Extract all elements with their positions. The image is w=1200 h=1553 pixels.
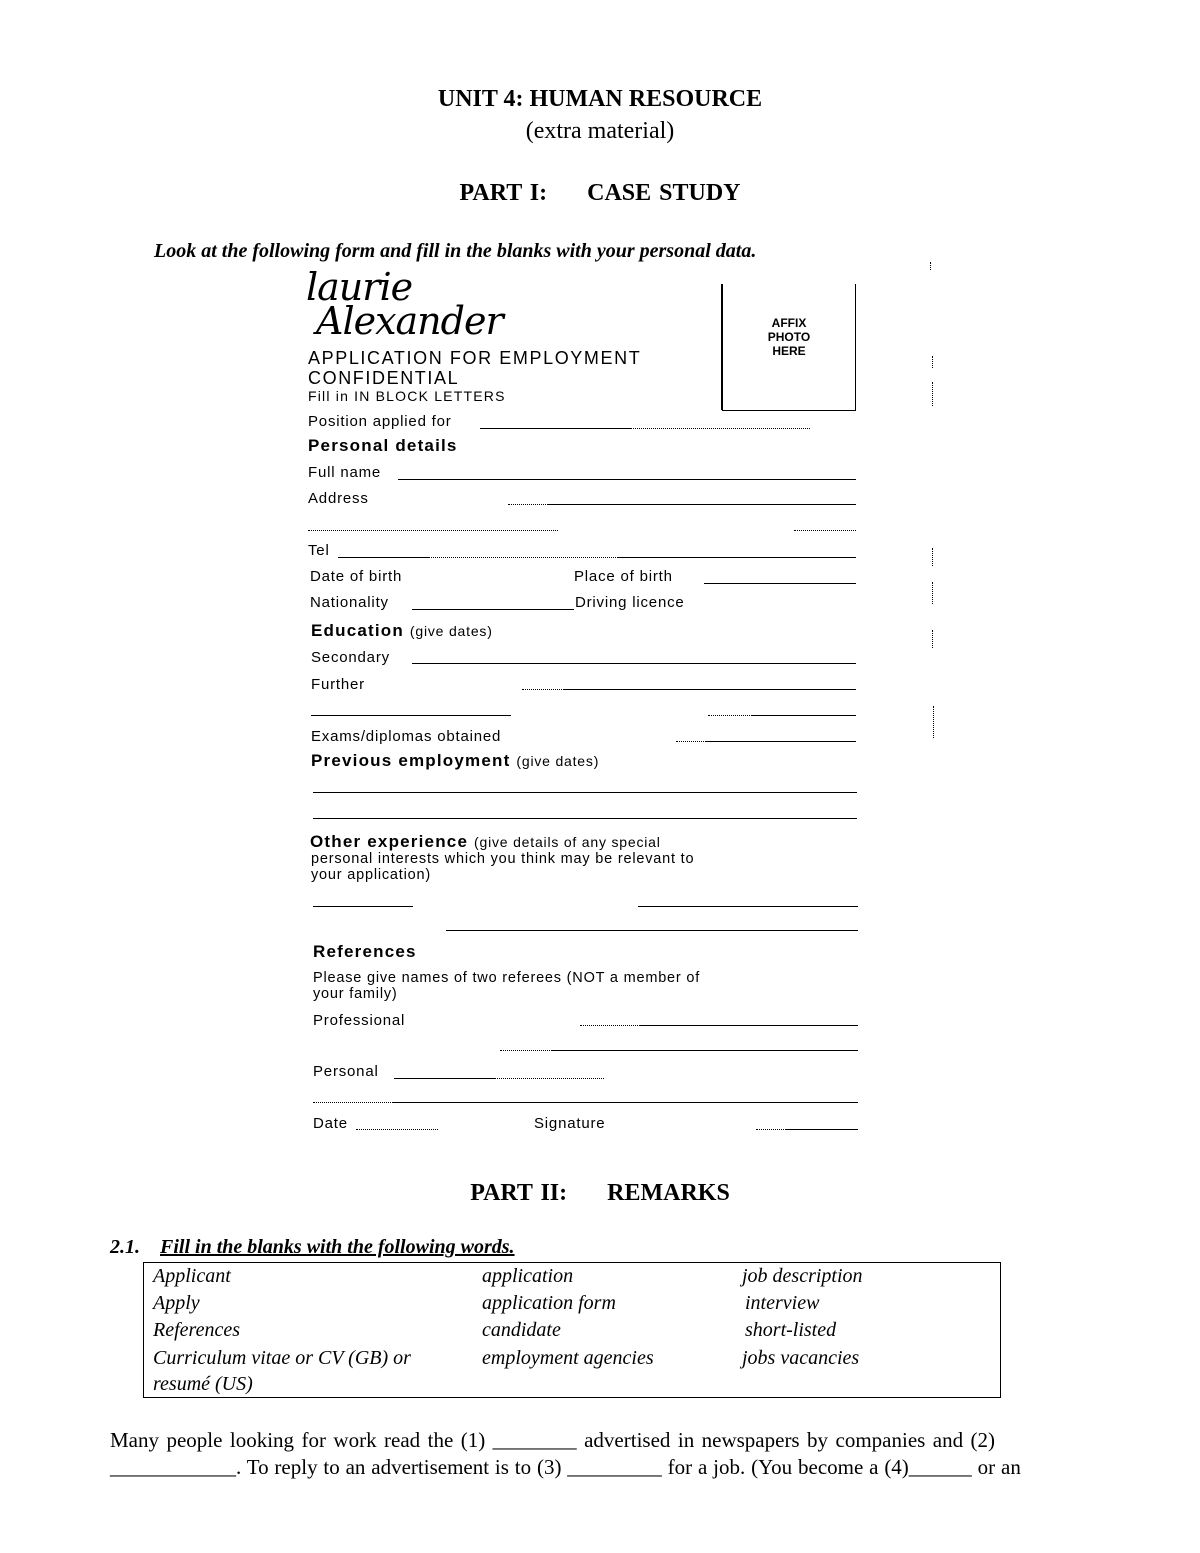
exercise-2-1-heading	[110, 1236, 515, 1259]
other-experience-line-2[interactable]	[446, 930, 858, 931]
education-note: (give dates)	[409, 623, 493, 639]
part1-name: CASE STUDY	[587, 180, 741, 206]
exercise-instruction: Fill in the blanks with the following words.	[160, 1236, 515, 1258]
references-note-2: your family)	[313, 986, 398, 1002]
further-dots	[522, 689, 564, 690]
position-line[interactable]	[480, 428, 630, 429]
signature-dots	[756, 1129, 786, 1130]
instruction-text: Look at the following form and fill in the blanks with your personal data.	[154, 240, 757, 262]
scan-mark	[932, 630, 934, 648]
further-line-2-dots	[708, 715, 752, 716]
professional-line-2[interactable]	[552, 1050, 858, 1051]
other-experience-line-1-end	[638, 906, 858, 907]
word-item: References	[153, 1319, 240, 1341]
place-of-birth-line[interactable]	[704, 583, 856, 584]
scan-mark	[932, 356, 934, 368]
photo-label-photo: PHOTO	[767, 330, 811, 344]
document-subtitle: (extra material)	[525, 118, 675, 144]
other-experience-line-1[interactable]	[313, 906, 413, 907]
address-line[interactable]	[548, 504, 856, 505]
other-experience-note-2: personal interests which you think may be relevant to	[311, 851, 695, 867]
part2-label: PART II:	[470, 1180, 568, 1206]
exercise-number: 2.1.	[110, 1236, 140, 1258]
references-note-1: Please give names of two referees (NOT a member of	[313, 970, 701, 986]
scan-mark	[932, 548, 934, 566]
scan-mark	[932, 582, 934, 604]
education-heading	[311, 621, 493, 641]
word-item: job description	[742, 1265, 863, 1287]
word-item: candidate	[482, 1319, 561, 1341]
exams-line[interactable]	[706, 741, 856, 742]
references-heading: References	[313, 942, 417, 961]
date-line[interactable]	[356, 1129, 438, 1130]
part1-label: PART I:	[459, 180, 548, 206]
further-line[interactable]	[564, 689, 856, 690]
word-item: Applicant	[153, 1265, 231, 1287]
previous-employment-note: (give dates)	[516, 753, 600, 769]
address-line-2-end	[794, 530, 856, 531]
part2-name: REMARKS	[607, 1180, 730, 1206]
word-item: application	[482, 1265, 574, 1287]
exams-label: Exams/diplomas obtained	[311, 728, 502, 745]
form-heading: APPLICATION FOR EMPLOYMENT	[308, 348, 642, 368]
previous-employment-line-2[interactable]	[313, 818, 857, 819]
full-name-label: Full name	[308, 464, 382, 481]
personal-dots	[494, 1078, 604, 1079]
previous-employment-heading	[311, 751, 599, 771]
place-of-birth-label: Place of birth	[574, 568, 673, 585]
form-confidential: CONFIDENTIAL	[308, 368, 460, 388]
word-item: Apply	[153, 1292, 200, 1314]
photo-box-label	[722, 316, 856, 358]
professional-label: Professional	[313, 1012, 406, 1029]
address-label: Address	[308, 490, 369, 507]
part2-heading	[0, 1180, 1200, 1207]
other-experience-title: Other experience	[310, 832, 469, 851]
personal-line-2[interactable]	[393, 1102, 858, 1103]
personal-label: Personal	[313, 1063, 379, 1080]
tel-line[interactable]	[338, 557, 428, 558]
word-item: employment agencies	[482, 1347, 654, 1369]
word-item: interview	[745, 1292, 820, 1314]
form-name-line1: laurie	[306, 265, 413, 309]
previous-employment-title: Previous employment	[311, 751, 511, 770]
part1-heading	[0, 180, 1200, 207]
previous-employment-line-1[interactable]	[313, 792, 857, 793]
word-item: application form	[482, 1292, 616, 1314]
passage-line-2: ____________. To reply to an advertisement is to (3) _________ for a job. (You become a (4)______ or an	[110, 1455, 1021, 1479]
tel-line-end	[618, 557, 856, 558]
word-item: short-listed	[745, 1319, 837, 1341]
nationality-line[interactable]	[412, 609, 574, 610]
word-item: jobs vacancies	[742, 1347, 860, 1369]
signature-line[interactable]	[786, 1129, 858, 1130]
document-title: UNIT 4: HUMAN RESOURCE	[437, 86, 763, 112]
signature-label: Signature	[534, 1115, 606, 1132]
further-line-2-end	[752, 715, 856, 716]
secondary-line[interactable]	[412, 663, 856, 664]
further-label: Further	[311, 676, 365, 693]
word-item: Curriculum vitae or CV (GB) or	[153, 1347, 411, 1369]
passage-line-1: Many people looking for work read the (1) ________ advertised in newspapers by companies and (2)	[110, 1428, 996, 1452]
other-experience-note-3: your application)	[311, 867, 431, 883]
date-label: Date	[313, 1115, 348, 1132]
tel-dots	[428, 557, 618, 558]
education-title: Education	[311, 621, 404, 640]
other-experience-note-1: (give details of any special	[474, 834, 661, 850]
date-of-birth-label: Date of birth	[310, 568, 403, 585]
secondary-label: Secondary	[311, 649, 390, 666]
position-line-faded	[630, 428, 810, 429]
position-label: Position applied for	[308, 413, 452, 430]
professional-line[interactable]	[640, 1025, 858, 1026]
personal-line[interactable]	[394, 1078, 494, 1079]
other-experience-heading	[310, 832, 661, 852]
tel-label: Tel	[308, 542, 330, 559]
scan-mark	[932, 382, 934, 406]
address-dots	[508, 504, 548, 505]
word-item: resumé (US)	[153, 1373, 253, 1395]
form-name-line2: Alexander	[316, 299, 503, 343]
address-line-2[interactable]	[308, 530, 558, 531]
scan-mark	[930, 262, 932, 270]
form-block-letters: Fill in IN BLOCK LETTERS	[308, 388, 506, 404]
personal-details-heading: Personal details	[308, 436, 458, 455]
personal-line-2-dots	[313, 1102, 393, 1103]
professional-line-2-dots	[500, 1050, 552, 1051]
full-name-line[interactable]	[398, 479, 856, 480]
photo-label-here: HERE	[772, 344, 806, 358]
nationality-label: Nationality	[310, 594, 389, 611]
photo-label-affix: AFFIX	[771, 316, 807, 330]
scan-mark	[933, 706, 935, 738]
exams-dots	[676, 741, 706, 742]
professional-dots	[580, 1025, 640, 1026]
further-line-2[interactable]	[311, 715, 511, 716]
driving-licence-label: Driving licence	[575, 594, 685, 611]
